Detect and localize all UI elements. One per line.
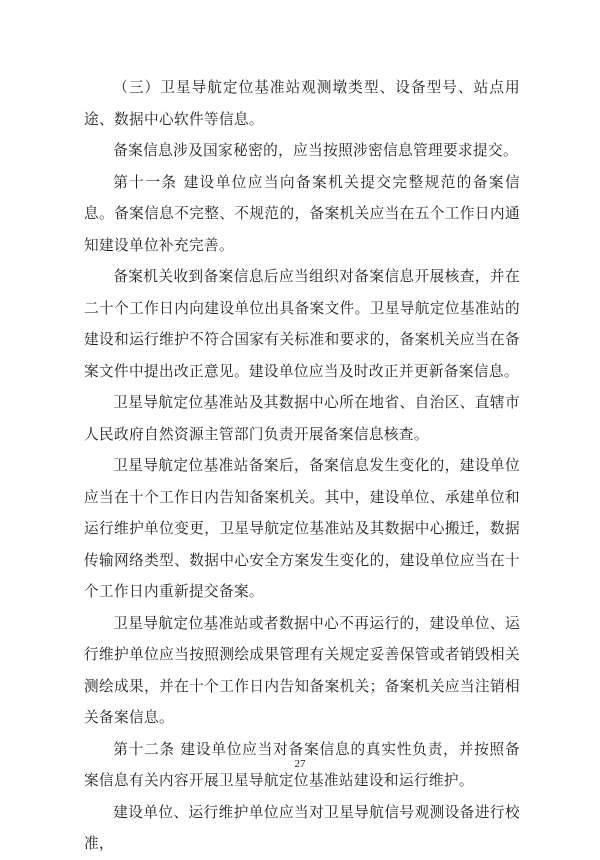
- paragraph-article-11: 第十一条 建设单位应当向备案机关提交完整规范的备案信息。备案信息不完整、不规范的，备案机关应当在五个工作日内通知建设单位补充完善。: [84, 173, 520, 254]
- paragraph-classified-info: 备案信息涉及国家秘密的，应当按照涉密信息管理要求提交。: [113, 142, 519, 159]
- page-number: 27: [294, 758, 306, 770]
- paragraph-verification: 备案机关收到备案信息后应当组织对备案信息开展核查，并在二十个工作日内向建设单位出具备案文件。卫星导航定位基准站的建设和运行维护不符合国家有关标准和要求的，备案机关应当在备案文件中提出改正意见。建设单位应当及时改正并更新备案信息。: [84, 268, 520, 380]
- paragraph-item-3: （三）卫星导航定位基准站观测墩类型、设备型号、站点用途、数据中心软件等信息。: [84, 79, 520, 128]
- paragraph-calibration: 建设单位、运行维护单位应当对卫星导航信号观测设备进行校准，: [84, 803, 520, 852]
- paragraph-article-12: 第十二条 建设单位应当对备案信息的真实性负责，并按照备案信息有关内容开展卫星导航定位基准站建设和运行维护。: [84, 740, 520, 789]
- paragraph-info-change: 卫星导航定位基准站备案后，备案信息发生变化的，建设单位应当在十个工作日内告知备案机关。其中，建设单位、承建单位和运行维护单位变更，卫星导航定位基准站及其数据中心搬迁，数据传输网络类型、数据中心安全方案发生变化的，建设单位应当在十个工作日内重新提交备案。: [84, 457, 520, 600]
- document-body: [84, 72, 520, 860]
- paragraph-provincial-authority: 卫星导航定位基准站及其数据中心所在地省、自治区、直辖市人民政府自然资源主管部门负责开展备案信息核查。: [84, 394, 520, 443]
- paragraph-decommission: 卫星导航定位基准站或者数据中心不再运行的，建设单位、运行维护单位应当按照测绘成果管理有关规定妥善保管或者销毁相关测绘成果，并在十个工作日内告知备案机关；备案机关应当注销相关备案信息。: [84, 614, 520, 726]
